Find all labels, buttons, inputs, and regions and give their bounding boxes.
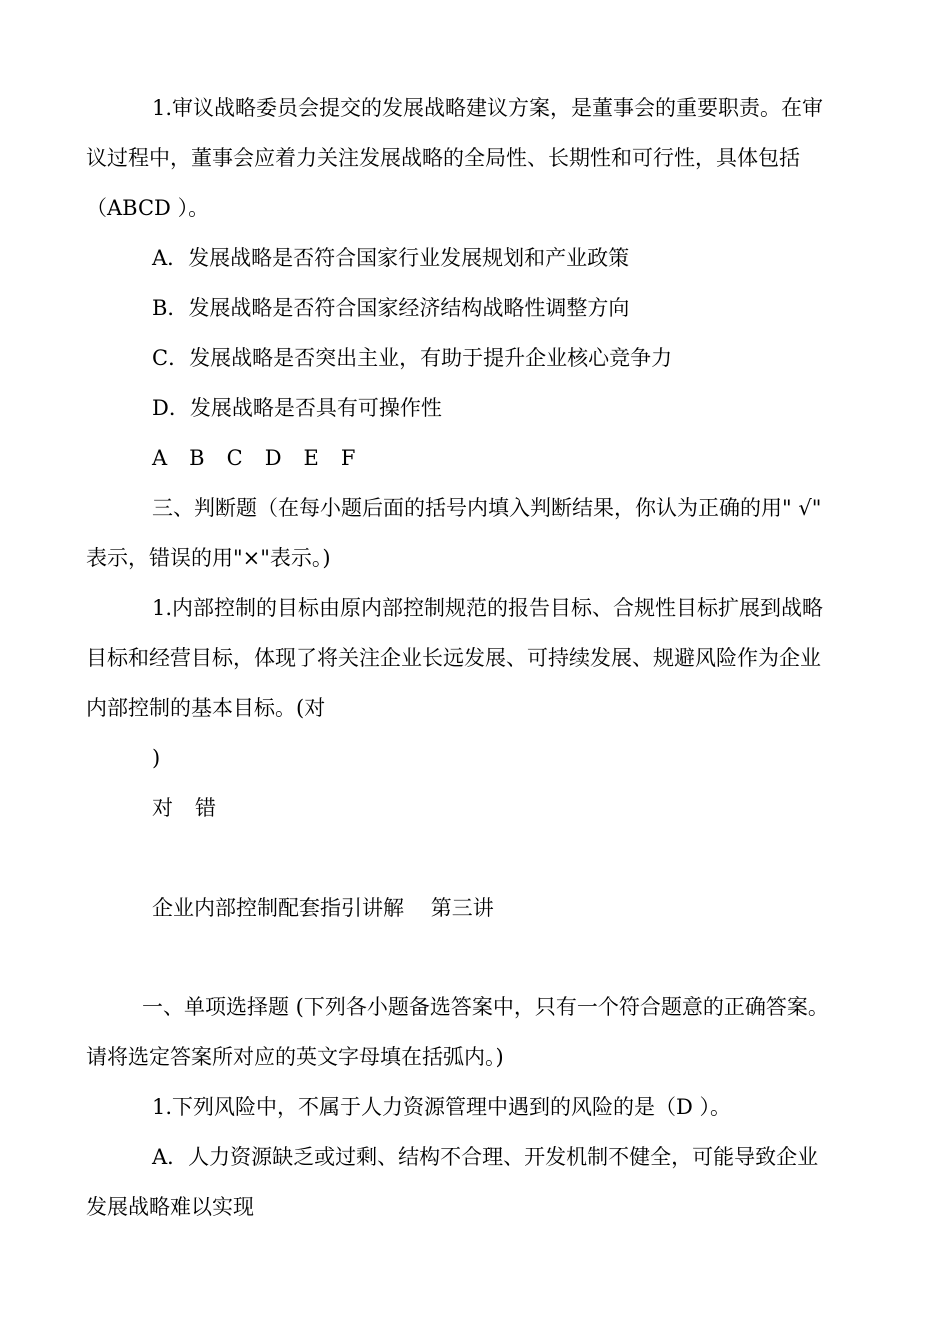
judgment-q1-line-2: 目标和经营目标，体现了将关注企业长远发展、可持续发展、规避风险作为企业	[86, 646, 821, 670]
q1-stem-line-1: 1.审议战略委员会提交的发展战略建议方案，是董事会的重要职责。在审	[152, 96, 824, 120]
answer-letter-d[interactable]: D	[264, 446, 282, 470]
judgment-section-line-2: 表示，错误的用"×"表示。)	[86, 546, 331, 570]
true-false-row	[152, 794, 238, 822]
answer-letter-e[interactable]: E	[303, 446, 319, 470]
answer-letter-a[interactable]: A	[152, 446, 168, 470]
hr-q1-option-a-line-1: A．人力资源缺乏或过剩、结构不合理、开发机制不健全，可能导致企业	[152, 1145, 819, 1169]
judgment-section-line-1: 三、判断题（在每小题后面的括号内填入判断结果，你认为正确的用" √"	[152, 496, 822, 520]
hr-q1-option-a-line-2: 发展战略难以实现	[86, 1195, 254, 1219]
q1-option-b: B．发展战略是否符合国家经济结构战略性调整方向	[152, 296, 630, 320]
q1-option-a: A．发展战略是否符合国家行业发展规划和产业政策	[152, 246, 630, 270]
q1-option-d: D．发展战略是否具有可操作性	[152, 396, 442, 420]
q1-option-c: C．发展战略是否突出主业，有助于提升企业核心竞争力	[152, 346, 673, 370]
single-choice-section-line-1: 一、单项选择题 (下列各小题备选答案中，只有一个符合题意的正确答案。	[142, 995, 829, 1019]
answer-letter-f[interactable]: F	[340, 446, 356, 470]
q1-stem-line-3: （ABCD ）。	[86, 196, 210, 220]
judgment-q1-line-3: 内部控制的基本目标。(对	[86, 696, 326, 720]
single-choice-section-line-2: 请将选定答案所对应的英文字母填在括弧内。)	[86, 1045, 504, 1069]
answer-letter-b[interactable]: B	[189, 446, 205, 470]
q1-stem-line-2: 议过程中，董事会应着力关注发展战略的全局性、长期性和可行性，具体包括	[86, 146, 800, 170]
false-option[interactable]: 错	[195, 796, 216, 820]
judgment-q1-line-4: )	[152, 746, 161, 770]
answer-letter-row	[152, 444, 377, 472]
answer-letter-c[interactable]: C	[226, 446, 243, 470]
true-option[interactable]: 对	[152, 796, 173, 820]
hr-q1-stem: 1.下列风险中，不属于人力资源管理中遇到的风险的是（D ）。	[152, 1095, 732, 1119]
judgment-q1-line-1: 1.内部控制的目标由原内部控制规范的报告目标、合规性目标扩展到战略	[152, 596, 824, 620]
lecture-title: 企业内部控制配套指引讲解 第三讲	[152, 896, 494, 920]
